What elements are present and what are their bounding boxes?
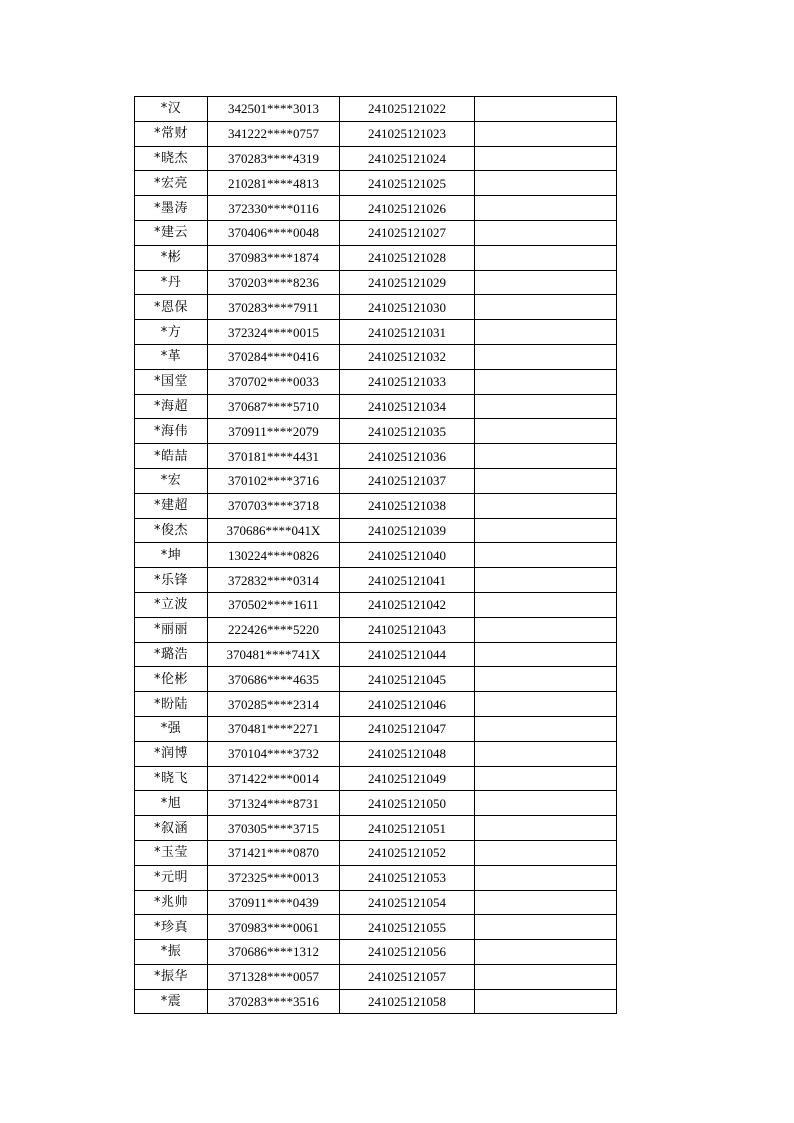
table-row (135, 642, 617, 667)
name-cell: *丽丽 (135, 617, 208, 642)
name-cell: *海伟 (135, 419, 208, 444)
registration-number-cell: 241025121031 (340, 320, 475, 345)
table-row (135, 344, 617, 369)
id-number-cell: 372330****0116 (208, 196, 340, 221)
table-row (135, 394, 617, 419)
id-number-cell: 370702****0033 (208, 369, 340, 394)
table-row (135, 419, 617, 444)
id-number-cell: 370686****4635 (208, 667, 340, 692)
registration-number-cell: 241025121027 (340, 220, 475, 245)
name-cell: *汉 (135, 97, 208, 122)
registration-number-cell: 241025121047 (340, 716, 475, 741)
registration-number-cell: 241025121035 (340, 419, 475, 444)
table-row (135, 245, 617, 270)
registration-number-cell: 241025121023 (340, 121, 475, 146)
table-row (135, 146, 617, 171)
name-cell: *旭 (135, 791, 208, 816)
note-cell (475, 543, 617, 568)
note-cell (475, 394, 617, 419)
name-cell: *乐锋 (135, 568, 208, 593)
registration-number-cell: 241025121040 (340, 543, 475, 568)
registration-number-cell: 241025121048 (340, 741, 475, 766)
note-cell (475, 468, 617, 493)
name-cell: *震 (135, 989, 208, 1014)
table-row (135, 518, 617, 543)
registration-number-cell: 241025121049 (340, 766, 475, 791)
name-cell: *玉莹 (135, 840, 208, 865)
name-cell: *珍真 (135, 915, 208, 940)
note-cell (475, 766, 617, 791)
note-cell (475, 568, 617, 593)
note-cell (475, 964, 617, 989)
note-cell (475, 692, 617, 717)
registration-number-cell: 241025121024 (340, 146, 475, 171)
table-row (135, 989, 617, 1014)
id-number-cell: 370983****0061 (208, 915, 340, 940)
note-cell (475, 270, 617, 295)
name-cell: *璐浩 (135, 642, 208, 667)
table-row (135, 964, 617, 989)
id-number-cell: 370481****2271 (208, 716, 340, 741)
note-cell (475, 816, 617, 841)
name-cell: *兆帅 (135, 890, 208, 915)
id-number-cell: 370181****4431 (208, 444, 340, 469)
name-cell: *元明 (135, 865, 208, 890)
registration-number-cell: 241025121050 (340, 791, 475, 816)
registration-number-cell: 241025121026 (340, 196, 475, 221)
name-cell: *振华 (135, 964, 208, 989)
name-cell: *墨涛 (135, 196, 208, 221)
name-cell: *强 (135, 716, 208, 741)
name-cell: *恩保 (135, 295, 208, 320)
table-row (135, 940, 617, 965)
registration-number-cell: 241025121034 (340, 394, 475, 419)
table-row (135, 568, 617, 593)
name-cell: *建云 (135, 220, 208, 245)
roster-table-body (135, 97, 617, 1014)
table-row (135, 667, 617, 692)
registration-number-cell: 241025121052 (340, 840, 475, 865)
table-row (135, 97, 617, 122)
name-cell: *盼陆 (135, 692, 208, 717)
note-cell (475, 518, 617, 543)
table-row (135, 320, 617, 345)
name-cell: *海超 (135, 394, 208, 419)
registration-number-cell: 241025121029 (340, 270, 475, 295)
id-number-cell: 372324****0015 (208, 320, 340, 345)
registration-number-cell: 241025121030 (340, 295, 475, 320)
id-number-cell: 222426****5220 (208, 617, 340, 642)
id-number-cell: 370104****3732 (208, 741, 340, 766)
id-number-cell: 370686****1312 (208, 940, 340, 965)
id-number-cell: 370703****3718 (208, 493, 340, 518)
note-cell (475, 369, 617, 394)
table-row (135, 196, 617, 221)
table-row (135, 121, 617, 146)
table-row (135, 369, 617, 394)
name-cell: *方 (135, 320, 208, 345)
note-cell (475, 444, 617, 469)
registration-number-cell: 241025121025 (340, 171, 475, 196)
table-row (135, 766, 617, 791)
note-cell (475, 865, 617, 890)
name-cell: *坤 (135, 543, 208, 568)
id-number-cell: 370983****1874 (208, 245, 340, 270)
note-cell (475, 97, 617, 122)
registration-number-cell: 241025121037 (340, 468, 475, 493)
note-cell (475, 245, 617, 270)
registration-number-cell: 241025121044 (340, 642, 475, 667)
registration-number-cell: 241025121056 (340, 940, 475, 965)
note-cell (475, 915, 617, 940)
registration-number-cell: 241025121051 (340, 816, 475, 841)
registration-number-cell: 241025121045 (340, 667, 475, 692)
id-number-cell: 370481****741X (208, 642, 340, 667)
note-cell (475, 667, 617, 692)
id-number-cell: 371324****8731 (208, 791, 340, 816)
note-cell (475, 890, 617, 915)
name-cell: *彬 (135, 245, 208, 270)
name-cell: *叙涵 (135, 816, 208, 841)
id-number-cell: 210281****4813 (208, 171, 340, 196)
roster-table (134, 96, 617, 1014)
id-number-cell: 370305****3715 (208, 816, 340, 841)
id-number-cell: 371421****0870 (208, 840, 340, 865)
note-cell (475, 171, 617, 196)
id-number-cell: 371422****0014 (208, 766, 340, 791)
id-number-cell: 370687****5710 (208, 394, 340, 419)
note-cell (475, 146, 617, 171)
note-cell (475, 989, 617, 1014)
registration-number-cell: 241025121057 (340, 964, 475, 989)
note-cell (475, 791, 617, 816)
table-row (135, 692, 617, 717)
table-row (135, 171, 617, 196)
note-cell (475, 344, 617, 369)
note-cell (475, 840, 617, 865)
id-number-cell: 370502****1611 (208, 592, 340, 617)
table-row (135, 865, 617, 890)
registration-number-cell: 241025121041 (340, 568, 475, 593)
name-cell: *伦彬 (135, 667, 208, 692)
id-number-cell: 130224****0826 (208, 543, 340, 568)
note-cell (475, 320, 617, 345)
note-cell (475, 295, 617, 320)
note-cell (475, 419, 617, 444)
table-row (135, 915, 617, 940)
id-number-cell: 372832****0314 (208, 568, 340, 593)
table-row (135, 791, 617, 816)
id-number-cell: 370283****4319 (208, 146, 340, 171)
name-cell: *宏亮 (135, 171, 208, 196)
table-row (135, 592, 617, 617)
table-row (135, 270, 617, 295)
registration-number-cell: 241025121055 (340, 915, 475, 940)
table-row (135, 741, 617, 766)
note-cell (475, 617, 617, 642)
note-cell (475, 592, 617, 617)
registration-number-cell: 241025121038 (340, 493, 475, 518)
name-cell: *国堂 (135, 369, 208, 394)
table-row (135, 816, 617, 841)
name-cell: *俊杰 (135, 518, 208, 543)
id-number-cell: 370203****8236 (208, 270, 340, 295)
id-number-cell: 370686****041X (208, 518, 340, 543)
name-cell: *晓飞 (135, 766, 208, 791)
name-cell: *宏 (135, 468, 208, 493)
registration-number-cell: 241025121036 (340, 444, 475, 469)
name-cell: *振 (135, 940, 208, 965)
id-number-cell: 342501****3013 (208, 97, 340, 122)
id-number-cell: 370285****2314 (208, 692, 340, 717)
table-row (135, 444, 617, 469)
note-cell (475, 642, 617, 667)
id-number-cell: 370911****0439 (208, 890, 340, 915)
registration-number-cell: 241025121039 (340, 518, 475, 543)
registration-number-cell: 241025121028 (340, 245, 475, 270)
id-number-cell: 370406****0048 (208, 220, 340, 245)
id-number-cell: 370284****0416 (208, 344, 340, 369)
table-row (135, 220, 617, 245)
table-row (135, 493, 617, 518)
note-cell (475, 220, 617, 245)
note-cell (475, 716, 617, 741)
id-number-cell: 341222****0757 (208, 121, 340, 146)
id-number-cell: 370911****2079 (208, 419, 340, 444)
registration-number-cell: 241025121053 (340, 865, 475, 890)
registration-number-cell: 241025121022 (340, 97, 475, 122)
registration-number-cell: 241025121032 (340, 344, 475, 369)
name-cell: *革 (135, 344, 208, 369)
note-cell (475, 741, 617, 766)
table-row (135, 295, 617, 320)
name-cell: *常财 (135, 121, 208, 146)
id-number-cell: 372325****0013 (208, 865, 340, 890)
table-row (135, 840, 617, 865)
table-row (135, 543, 617, 568)
registration-number-cell: 241025121033 (340, 369, 475, 394)
name-cell: *皓喆 (135, 444, 208, 469)
table-row (135, 716, 617, 741)
note-cell (475, 493, 617, 518)
name-cell: *立波 (135, 592, 208, 617)
table-row (135, 890, 617, 915)
id-number-cell: 370102****3716 (208, 468, 340, 493)
name-cell: *丹 (135, 270, 208, 295)
note-cell (475, 121, 617, 146)
name-cell: *润博 (135, 741, 208, 766)
table-row (135, 617, 617, 642)
registration-number-cell: 241025121054 (340, 890, 475, 915)
registration-number-cell: 241025121058 (340, 989, 475, 1014)
note-cell (475, 940, 617, 965)
id-number-cell: 371328****0057 (208, 964, 340, 989)
name-cell: *建超 (135, 493, 208, 518)
id-number-cell: 370283****7911 (208, 295, 340, 320)
id-number-cell: 370283****3516 (208, 989, 340, 1014)
table-row (135, 468, 617, 493)
registration-number-cell: 241025121043 (340, 617, 475, 642)
name-cell: *晓杰 (135, 146, 208, 171)
note-cell (475, 196, 617, 221)
registration-number-cell: 241025121042 (340, 592, 475, 617)
registration-number-cell: 241025121046 (340, 692, 475, 717)
